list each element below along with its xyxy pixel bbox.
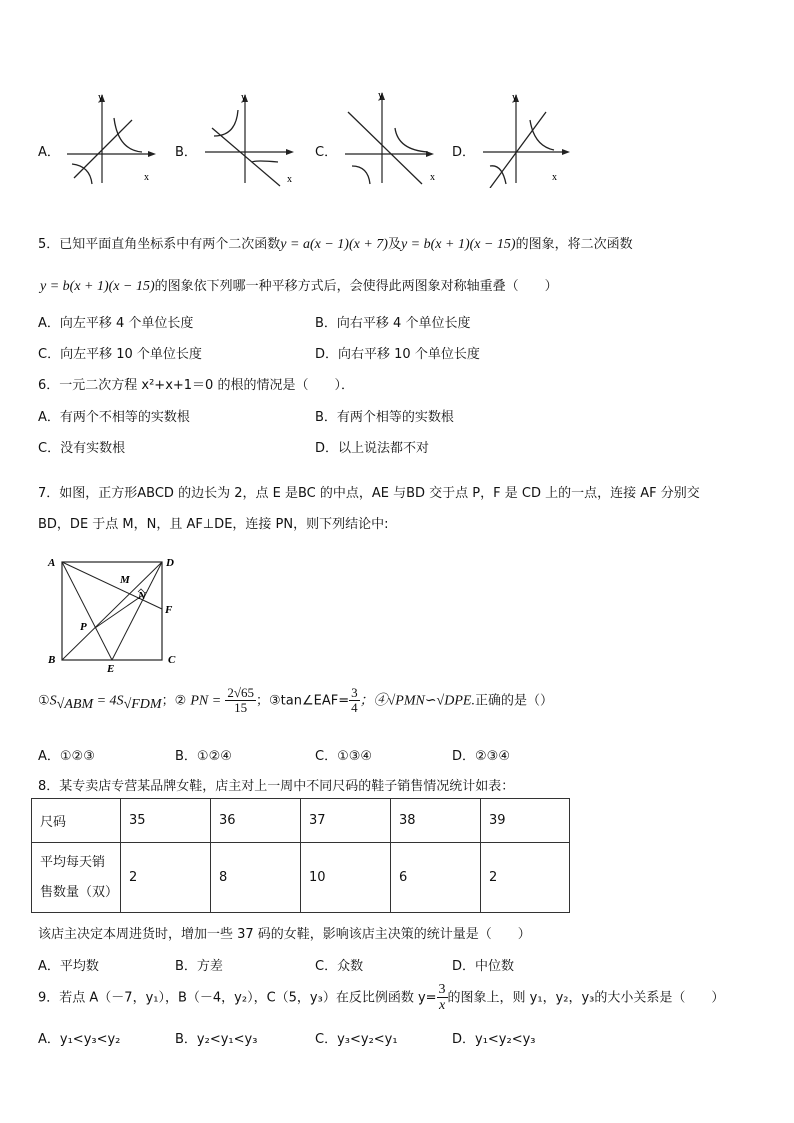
q7-c1-eq: = 4S	[93, 693, 124, 709]
q8-option-c: C．众数	[315, 959, 364, 974]
q8-cell-header: 尺码	[32, 799, 121, 843]
q7-label-e: E	[107, 663, 115, 675]
q7-c1-sub2: √FDM	[123, 696, 162, 712]
q7-c1-sub1: √ABM	[56, 696, 94, 712]
q5-option-c: C．向左平移 10 个单位长度	[38, 347, 202, 362]
q7-line2: BD，DE 于点 M，N，且 AF⊥DE，连接 PN，则下列结论中:	[38, 517, 389, 532]
q8-option-d: D．中位数	[452, 959, 515, 974]
q7-c2-numerator: 2√65	[227, 685, 254, 700]
q8-cell: 2	[121, 843, 211, 913]
q7-c2-fraction	[225, 686, 256, 716]
q8-row-size	[32, 799, 570, 843]
q4-option-d-label: D．	[452, 145, 476, 160]
q7-line1: 7．如图，正方形ABCD 的边长为 2，点 E 是BC 的中点，AE 与BD 交于点 P，F 是 CD 上的一点，连接 AF 分别交	[38, 486, 700, 501]
q9-numerator: 3	[438, 982, 446, 997]
q8-table	[31, 798, 570, 913]
q8-cell: 38	[391, 799, 481, 843]
q9-stem-b: 的图象上，则 y₁，y₂，y₃的大小关系是（ ）	[447, 990, 725, 1006]
q4-d-y-label: y	[512, 92, 517, 103]
q7-label-d: D	[166, 557, 174, 569]
q9-option-d: D．y₁<y₂<y₃	[452, 1032, 536, 1047]
q4-b-x-label: x	[287, 174, 292, 185]
q7-c3-numerator: 3	[351, 685, 358, 700]
q6-stem: 6．一元二次方程 x²+x+1＝0 的根的情况是（ ）．	[38, 378, 354, 393]
q7-answer-prompt: 正确的是（）	[474, 693, 553, 709]
q9-fraction	[437, 982, 448, 1014]
q7-option-b: B．①②④	[175, 749, 232, 764]
q4-option-a-label: A．	[38, 145, 60, 160]
q5-line2	[40, 275, 558, 295]
q7-label-p: P	[80, 621, 87, 633]
q5-formula2: y = b(x + 1)(x − 15)	[400, 237, 516, 252]
q5-formula1: y = a(x − 1)(x + 7)	[280, 237, 388, 252]
q6-option-a: A．有两个不相等的实数根	[38, 410, 190, 425]
q4-option-c-label: C．	[315, 145, 338, 160]
q5-option-d: D．向右平移 10 个单位长度	[315, 347, 480, 362]
q8-cell: 6	[391, 843, 481, 913]
q7-figure	[40, 552, 190, 677]
q7-option-c: C．①③④	[315, 749, 373, 764]
q7-label-a: A	[48, 557, 56, 569]
q5-option-b: B．向右平移 4 个单位长度	[315, 316, 471, 331]
q7-c3-fraction	[349, 686, 360, 716]
q8-row-sales	[32, 843, 570, 913]
q9-denominator: x	[438, 998, 446, 1014]
q8-cell: 37	[301, 799, 391, 843]
q7-option-d: D．②③④	[452, 749, 510, 764]
q9-option-a: A．y₁<y₃<y₂	[38, 1032, 121, 1047]
q4-d-x-label: x	[552, 172, 557, 183]
q8-cell: 36	[211, 799, 301, 843]
q4-a-y-label: y	[98, 92, 103, 103]
q7-c4-text: ；④√PMN∽√DPE.	[359, 693, 475, 709]
q5-text3: 的图象依下列哪一种平移方式后，会使得此两图象对称轴重叠（ ）	[154, 279, 558, 294]
q7-option-a: A．①②③	[38, 749, 95, 764]
q9-option-c: C．y₃<y₂<y₁	[315, 1032, 398, 1047]
q8-stem: 8．某专卖店专营某品牌女鞋，店主对上一周中不同尺码的鞋子销售情况统计如表：	[38, 779, 515, 794]
q8-cell: 39	[481, 799, 570, 843]
q4-c-y-label: y	[378, 90, 383, 101]
q8-cell: 35	[121, 799, 211, 843]
q5-text2: 的图象，将二次函数	[515, 237, 633, 252]
q6-option-b: B．有两个相等的实数根	[315, 410, 454, 425]
q4-graph-a	[62, 88, 162, 188]
q4-c-x-label: x	[430, 172, 435, 183]
q5-text1: 已知平面直角坐标系中有两个二次函数	[59, 237, 281, 252]
q7-label-b: B	[48, 654, 56, 666]
q7-c3-text: ；③tan∠EAF=	[256, 693, 350, 709]
q9-stem	[38, 982, 724, 1014]
q7-c1-end: ；②	[161, 693, 191, 709]
q5-and: 及	[387, 237, 401, 252]
q7-label-m: M	[120, 574, 130, 586]
q7-c2-denominator: 15	[234, 700, 248, 716]
q4-graph-b	[200, 88, 300, 188]
q7-conclusions	[38, 686, 553, 716]
q4-a-x-label: x	[144, 172, 149, 183]
q9-option-b: B．y₂<y₁<y₃	[175, 1032, 258, 1047]
q4-b-y-label: y	[241, 92, 246, 103]
q8-header-line2: 售数量（双）	[40, 884, 119, 900]
q8-cell: 10	[301, 843, 391, 913]
q8-cell-header	[32, 843, 121, 913]
q9-stem-a: 9．若点 A（－7，y₁），B（－4，y₂），C（5，y₃）在反比例函数 y=	[38, 990, 437, 1006]
q8-cell: 8	[211, 843, 301, 913]
q5-number: 5．	[38, 237, 60, 252]
q6-option-c: C．没有实数根	[38, 441, 126, 456]
q8-option-b: B．方差	[175, 959, 223, 974]
q7-c2-lhs: PN =	[190, 693, 222, 709]
q7-c3-denominator: 4	[351, 700, 358, 716]
q7-c1-marker: ①	[38, 693, 50, 709]
q7-label-c: C	[168, 654, 176, 666]
q7-label-f: F	[165, 604, 173, 616]
q5-line1	[38, 233, 633, 253]
q6-option-d: D．以上说法都不对	[315, 441, 430, 456]
q7-c1-s: S	[49, 693, 57, 709]
q8-cell: 2	[481, 843, 570, 913]
q4-graph-c	[340, 88, 440, 188]
q8-header-line1: 平均每天销	[40, 854, 106, 870]
q4-option-b-label: B．	[175, 145, 197, 160]
q4-graph-d	[478, 88, 578, 188]
q8-option-a: A．平均数	[38, 959, 99, 974]
q8-after: 该店主决定本周进货时，增加一些 37 码的女鞋，影响该店主决策的统计量是（ ）	[38, 927, 531, 942]
q5-option-a: A．向左平移 4 个单位长度	[38, 316, 194, 331]
q7-label-n: N	[138, 590, 146, 602]
q5-formula3: y = b(x + 1)(x − 15)	[40, 279, 155, 294]
